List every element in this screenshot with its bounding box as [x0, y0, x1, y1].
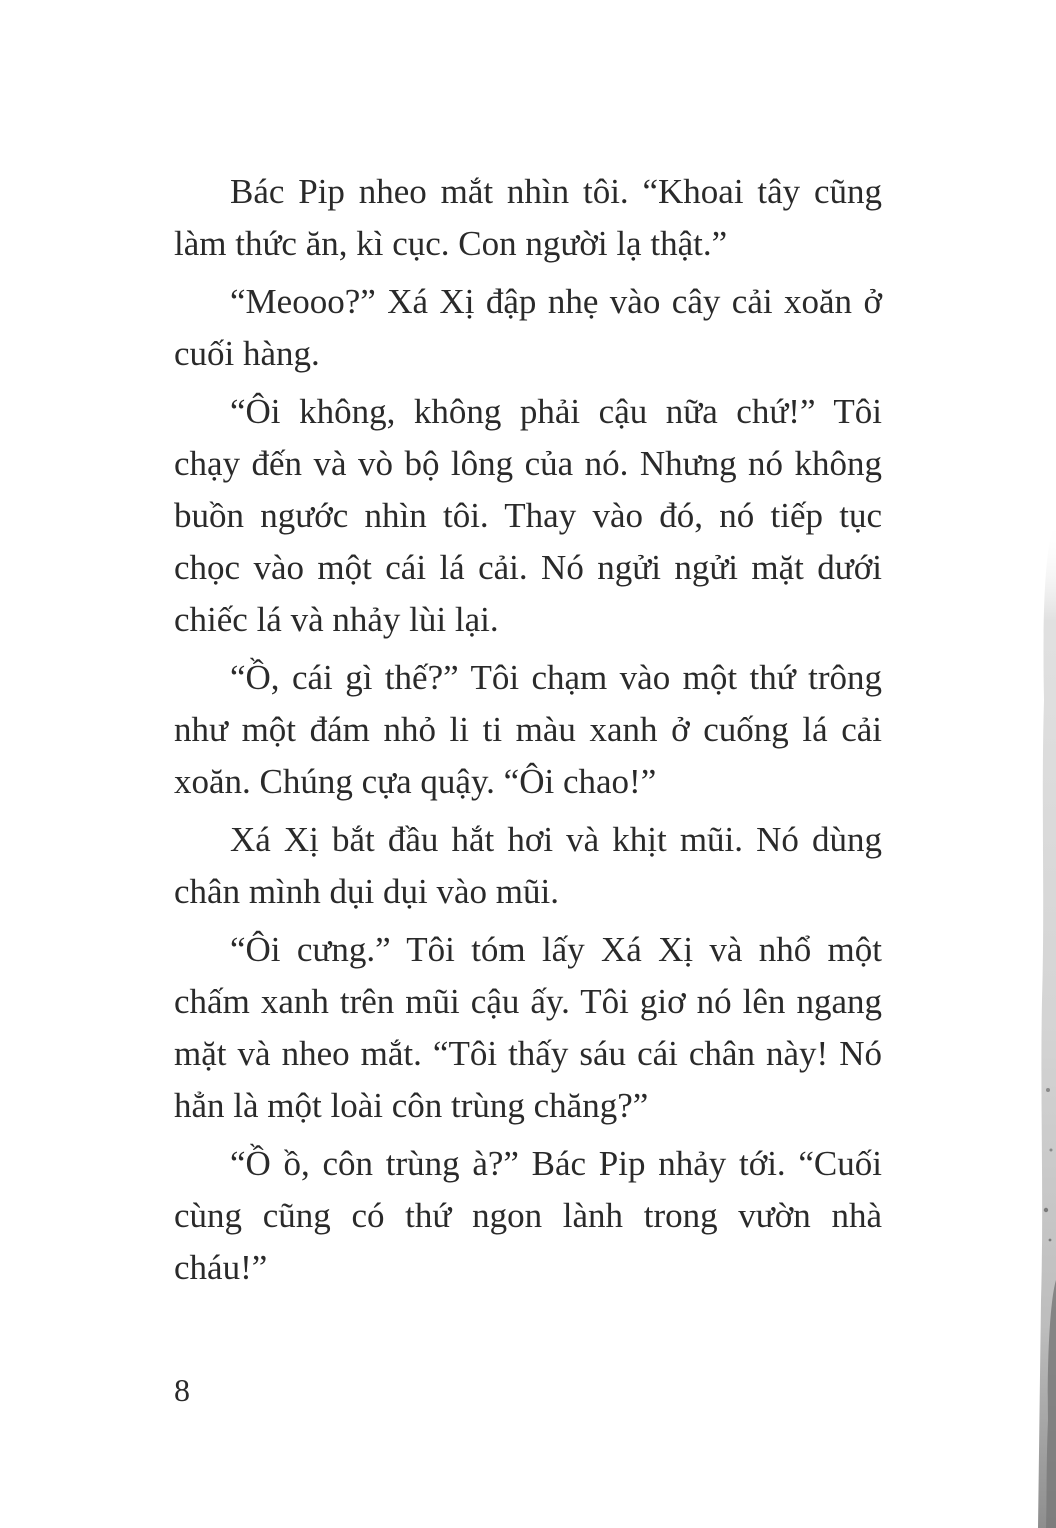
paragraph: “Ồ, cái gì thế?” Tôi chạm vào một thứ trông như một đám nhỏ li ti màu xanh ở cuống lá cải xoăn. Chúng cựa quậy. “Ôi chao!”	[174, 658, 882, 801]
watercolor-edge-illustration	[1032, 0, 1056, 1528]
paragraph: “Meooo?” Xá Xị đập nhẹ vào cây cải xoăn ở cuối hàng.	[174, 282, 882, 373]
paragraph: Xá Xị bắt đầu hắt hơi và khịt mũi. Nó dùng chân mình dụi dụi vào mũi.	[174, 820, 882, 911]
paragraph: “Ôi cưng.” Tôi tóm lấy Xá Xị và nhổ một chấm xanh trên mũi cậu ấy. Tôi giơ nó lên ngang mặt và nheo mắt. “Tôi thấy sáu cái chân này! Nó hẳn là một loài côn trùng chăng?”	[174, 930, 882, 1125]
body-text	[174, 166, 882, 1300]
page-number: 8	[174, 1372, 190, 1408]
paragraph: “Ồ ồ, côn trùng à?” Bác Pip nhảy tới. “Cuối cùng cũng có thứ ngon lành trong vườn nhà cháu!”	[174, 1144, 882, 1287]
paragraph: Bác Pip nheo mắt nhìn tôi. “Khoai tây cũng làm thức ăn, kì cục. Con người lạ thật.”	[174, 172, 882, 263]
paragraph: “Ôi không, không phải cậu nữa chứ!” Tôi chạy đến và vò bộ lông của nó. Nhưng nó không buồn ngước nhìn tôi. Thay vào đó, nó tiếp tục chọc vào một cái lá cải. Nó ngửi ngửi mặt dưới chiếc lá và nhảy lùi lại.	[174, 392, 882, 639]
